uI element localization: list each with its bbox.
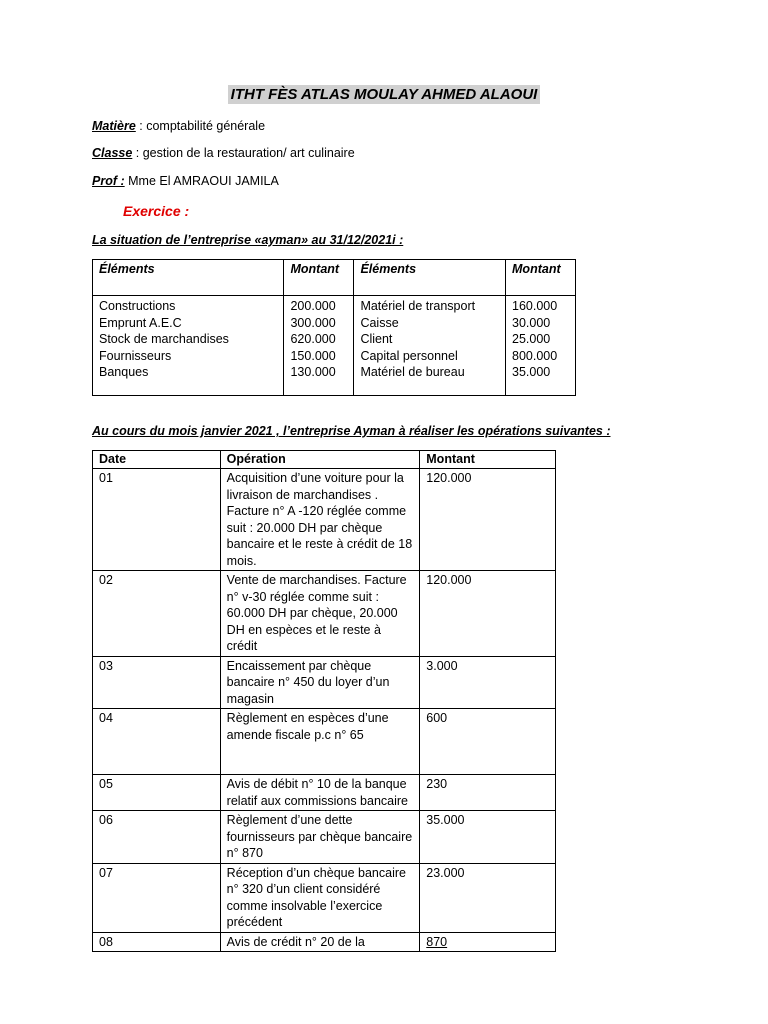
prof-line — [92, 174, 279, 188]
matiere-value: : comptabilité générale — [135, 119, 266, 133]
left-item: Fournisseurs — [99, 348, 172, 363]
right-item: Matériel de bureau — [360, 365, 465, 379]
left-amount: 200.000 — [290, 299, 336, 313]
operation-amount: 3.000 — [420, 656, 556, 709]
operation-date: 06 — [93, 811, 221, 864]
operation-amount: 23.000 — [420, 863, 556, 932]
operation-row — [93, 656, 556, 709]
right-amount: 160.000 — [512, 299, 558, 313]
right-item: Client — [360, 332, 393, 346]
operation-row — [93, 571, 556, 657]
operation-date: 07 — [93, 863, 221, 932]
operation-amount: 35.000 — [420, 811, 556, 864]
operation-row — [93, 469, 556, 571]
header-montant: Montant — [420, 451, 556, 469]
operation-text: Acquisition d’une voiture pour la livraison de marchandises . Facture n° A -120 réglée comme suit : 20.000 DH par chèque bancaire et le reste à crédit de 18 mois. — [220, 469, 420, 571]
left-item: Banques — [99, 365, 149, 379]
right-amount: 35.000 — [512, 365, 551, 379]
header-montant-left: Montant — [284, 260, 354, 296]
matiere-line — [92, 119, 265, 133]
operation-text: Avis de crédit n° 20 de la — [220, 932, 420, 952]
operation-text: Règlement en espèces d’une amende fiscale p.c n° 65 — [220, 709, 420, 775]
operation-amount: 120.000 — [420, 571, 556, 657]
right-items-cell — [354, 296, 506, 396]
header-elements-right: Éléments — [354, 260, 506, 296]
operation-text: Vente de marchandises. Facture n° v-30 réglée comme suit : 60.000 DH par chèque, 20.000 DH en espèces et le reste à crédit — [220, 571, 420, 657]
operation-row — [93, 709, 556, 775]
situation-table — [92, 259, 576, 396]
operation-amount-underlined: 870 — [426, 934, 448, 949]
operation-date: 04 — [93, 709, 221, 775]
situation-header-row — [93, 260, 576, 296]
operation-date: 02 — [93, 571, 221, 657]
operation-date: 05 — [93, 775, 221, 811]
header-operation: Opération — [220, 451, 420, 469]
operation-text: Règlement d’une dette fournisseurs par chèque bancaire n° 870 — [220, 811, 420, 864]
right-amounts-cell — [506, 296, 576, 396]
classe-value: : gestion de la restauration/ art culinaire — [132, 146, 355, 160]
classe-line — [92, 146, 355, 160]
right-item: Caisse — [360, 315, 399, 330]
header-montant-right: Montant — [506, 260, 576, 296]
left-amount: 150.000 — [290, 348, 336, 363]
operation-date: 01 — [93, 469, 221, 571]
operation-row — [93, 811, 556, 864]
operations-table — [92, 450, 556, 952]
left-items-cell — [93, 296, 284, 396]
header-date: Date — [93, 451, 221, 469]
exercice-title: Exercice : — [123, 203, 190, 219]
classe-label: Classe — [92, 146, 133, 160]
left-amount: 620.000 — [290, 332, 336, 346]
situation-heading: La situation de l’entreprise «ayman» au 31/12/2021i : — [92, 233, 404, 247]
left-item: Constructions — [99, 299, 176, 313]
situation-body-row — [93, 296, 576, 396]
header-elements-left: Éléments — [93, 260, 284, 296]
left-item: Stock de marchandises — [99, 332, 229, 346]
operation-date: 08 — [93, 932, 221, 952]
prof-value: Mme El AMRAOUI JAMILA — [124, 174, 279, 188]
right-item: Matériel de transport — [360, 299, 476, 313]
right-item: Capital personnel — [360, 348, 458, 363]
prof-label: Prof : — [92, 174, 125, 188]
operation-row — [93, 932, 556, 952]
operations-header-row — [93, 451, 556, 469]
operation-amount — [420, 932, 556, 952]
left-amounts-cell — [284, 296, 354, 396]
right-amount: 25.000 — [512, 332, 551, 346]
left-amount: 300.000 — [290, 315, 336, 330]
left-amount: 130.000 — [290, 365, 336, 379]
left-item: Emprunt A.E.C — [99, 315, 182, 330]
operation-text: Avis de débit n° 10 de la banque relatif aux commissions bancaire — [220, 775, 420, 811]
operation-amount: 230 — [420, 775, 556, 811]
right-amount: 30.000 — [512, 315, 551, 330]
operation-amount: 600 — [420, 709, 556, 775]
operation-amount: 120.000 — [420, 469, 556, 571]
document-title-text: ITHT FÈS ATLAS MOULAY AHMED ALAOUI — [228, 85, 541, 104]
operation-row — [93, 775, 556, 811]
operations-heading: Au cours du mois janvier 2021 , l’entreprise Ayman à réaliser les opérations suivantes : — [92, 424, 611, 438]
operation-row — [93, 863, 556, 932]
operation-text: Encaissement par chèque bancaire n° 450 du loyer d’un magasin — [220, 656, 420, 709]
matiere-label: Matière — [92, 119, 136, 133]
right-amount: 800.000 — [512, 348, 558, 363]
document-title — [0, 86, 768, 103]
operation-date: 03 — [93, 656, 221, 709]
operation-text: Réception d’un chèque bancaire n° 320 d’un client considéré comme insolvable l’exercice précédent — [220, 863, 420, 932]
